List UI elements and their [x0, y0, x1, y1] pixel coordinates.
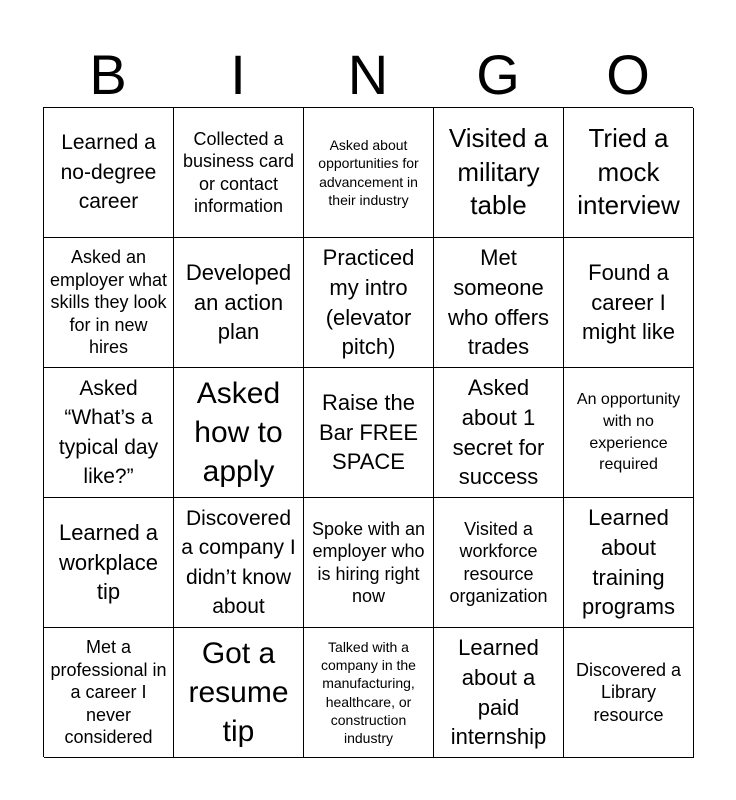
free-space-cell[interactable]: Raise the Bar FREE SPACE	[304, 368, 434, 498]
bingo-cell[interactable]: Discovered a Library resource	[564, 628, 694, 758]
bingo-cell[interactable]: Got a resume tip	[174, 628, 304, 758]
header-letter-o: O	[606, 43, 650, 106]
bingo-cell[interactable]: Spoke with an employer who is hiring right now	[304, 498, 434, 628]
header-letter-n: N	[347, 43, 389, 106]
bingo-cell[interactable]: Visited a workforce resource organization	[434, 498, 564, 628]
header-letter-i: I	[230, 43, 246, 106]
bingo-cell[interactable]: Collected a business card or contact information	[174, 108, 304, 238]
bingo-cell[interactable]: Asked an employer what skills they look for in new hires	[44, 238, 174, 368]
bingo-cell[interactable]: Found a career I might like	[564, 238, 694, 368]
bingo-cell[interactable]: Talked with a company in the manufacturing, healthcare, or construction industry	[304, 628, 434, 758]
bingo-cell[interactable]: Practiced my intro (elevator pitch)	[304, 238, 434, 368]
bingo-cell[interactable]: An opportunity with no experience required	[564, 368, 694, 498]
bingo-cell[interactable]: Developed an action plan	[174, 238, 304, 368]
bingo-cell[interactable]: Asked “What’s a typical day like?”	[44, 368, 174, 498]
bingo-cell[interactable]: Learned a workplace tip	[44, 498, 174, 628]
bingo-board	[43, 107, 693, 757]
header-letter-g: G	[476, 43, 520, 106]
bingo-cell[interactable]: Tried a mock interview	[564, 108, 694, 238]
bingo-header	[43, 44, 693, 106]
bingo-cell[interactable]: Learned about training programs	[564, 498, 694, 628]
header-letter-b: B	[89, 43, 127, 106]
bingo-cell[interactable]: Learned a no-degree career	[44, 108, 174, 238]
bingo-cell[interactable]: Met a professional in a career I never considered	[44, 628, 174, 758]
bingo-cell[interactable]: Discovered a company I didn’t know about	[174, 498, 304, 628]
bingo-cell[interactable]: Learned about a paid internship	[434, 628, 564, 758]
bingo-cell[interactable]: Asked about opportunities for advancement in their industry	[304, 108, 434, 238]
bingo-cell[interactable]: Visited a military table	[434, 108, 564, 238]
bingo-cell[interactable]: Asked about 1 secret for success	[434, 368, 564, 498]
bingo-cell[interactable]: Asked how to apply	[174, 368, 304, 498]
bingo-cell[interactable]: Met someone who offers trades	[434, 238, 564, 368]
